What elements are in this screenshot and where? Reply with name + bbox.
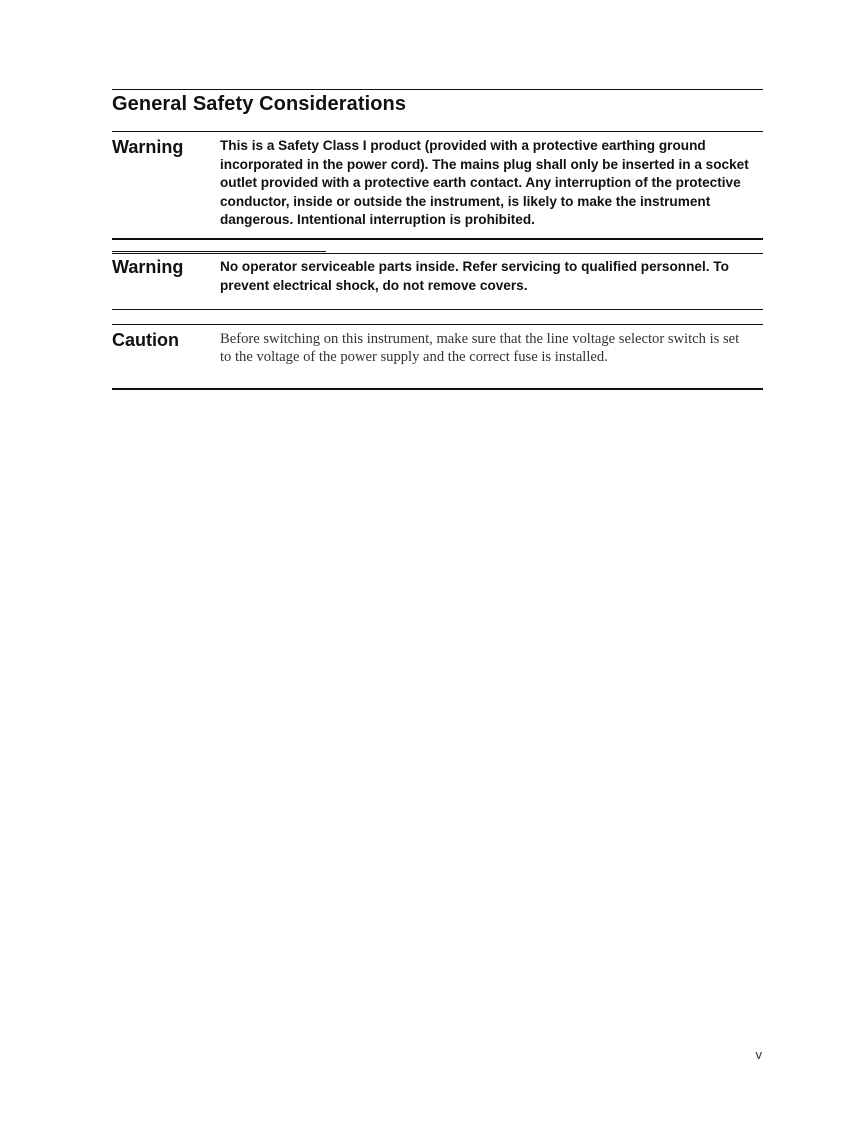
warning-label: Warning [112, 137, 184, 157]
notice-1-top-rule [112, 131, 763, 132]
caution-label: Caution [112, 330, 179, 350]
notice-3-bottom-rule [112, 388, 763, 390]
page-title: General Safety Considerations [112, 93, 407, 115]
title-top-rule [112, 89, 763, 90]
caution-text: Before switching on this instrument, make sure that the line voltage selector switch is set to the voltage of the power supply and the correct fuse is installed. [220, 331, 740, 366]
warning-text: No operator serviceable parts inside. Refer servicing to qualified personnel. To prevent electrical shock, do not remove covers. [220, 259, 729, 293]
notice-3-top-rule [112, 324, 763, 325]
notice-2-top-rule [112, 253, 763, 254]
warning-label: Warning [112, 257, 184, 277]
notice-1-bottom-rule [112, 238, 763, 240]
notice-2-partial-rule [112, 251, 326, 252]
page-number: v [755, 1047, 762, 1062]
notice-2-bottom-rule [112, 309, 763, 310]
warning-text: This is a Safety Class I product (provided with a protective earthing ground incorporated in the power cord). The mains plug shall only be inserted in a socket outlet provided with a protective earth contact. Any interruption of the protective conductor, inside or outside the instrument, is likely to make the instrument dangerous. Intentional interruption is prohibited. [220, 138, 749, 228]
